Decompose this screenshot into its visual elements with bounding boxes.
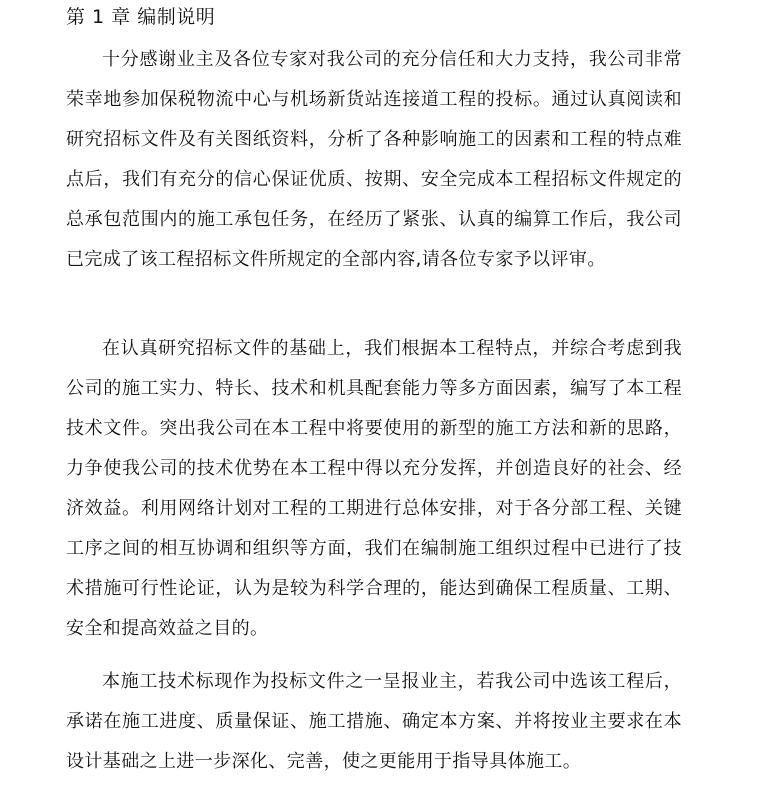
paragraph-basis: 在认真研究招标文件的基础上，我们根据本工程特点，并综合考虑到我公司的施工实力、特长、技术和机具配套能力等多方面因素，编写了本工程技术文件。突出我公司在本工程中将要使用的新型的施工方法和新的思路，力争使我公司的技术优势在本工程中得以充分发挥，并创造良好的社会、经济效益。利用网络计划对工程的工期进行总体安排，对于各分部工程、关键工序之间的相互协调和组织等方面，我们在编制施工组织过程中已进行了技术措施可行性论证，认为是较为科学合理的，能达到确保工程质量、工期、安全和提高效益之目的。: [66, 338, 682, 639]
paragraph-intro: 十分感谢业主及各位专家对我公司的充分信任和大力支持，我公司非常荣幸地参加保税物流中心与机场新货站连接道工程的投标。通过认真阅读和研究招标文件及有关图纸资料，分析了各种影响施工的因素和工程的特点难点后，我们有充分的信心保证优质、按期、安全完成本工程招标文件规定的总承包范围内的施工承包任务，在经历了紧张、认真的编算工作后，我公司已完成了该工程招标文件所规定的全部内容,请各位专家予以评审。: [66, 49, 682, 270]
paragraph-commitment: 本施工技术标现作为投标文件之一呈报业主，若我公司中选该工程后，承诺在施工进度、质量保证、施工措施、确定本方案、并将按业主要求在本设计基础之上进一步深化、完善，使之更能用于指导具体施工。: [66, 671, 682, 772]
chapter-title: 第 1 章 编制说明: [66, 6, 216, 28]
